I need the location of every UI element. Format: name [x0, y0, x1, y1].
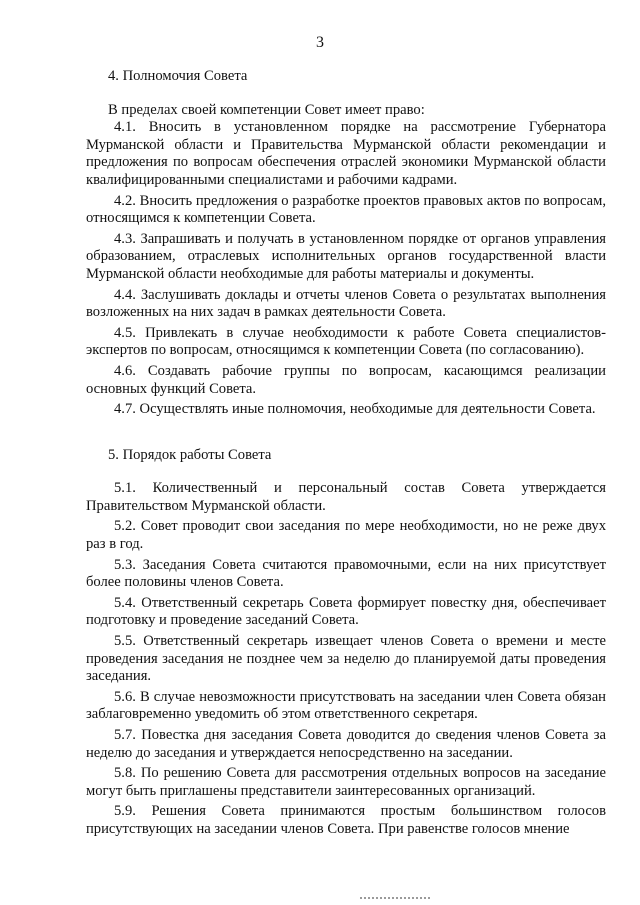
clause-5-5: 5.5. Ответственный секретарь извещает членов Совета о времени и месте проведения заседания не позднее чем за неделю до планируемой даты проведения заседания.	[86, 633, 606, 685]
clause-5-7: 5.7. Повестка дня заседания Совета доводится до сведения членов Совета за неделю до заседания и утверждается непосредственно на заседании.	[86, 727, 606, 761]
clause-5-3: 5.3. Заседания Совета считаются правомочными, если на них присутствует более половины членов Совета.	[86, 556, 606, 591]
clause-4-7: 4.7. Осуществлять иные полномочия, необходимые для деятельности Совета.	[114, 401, 596, 418]
clause-4-4: 4.4. Заслушивать доклады и отчеты членов Совета о результатах выполнения возложенных на них задач в рамках деятельности Совета.	[86, 286, 606, 321]
clause-5-2: 5.2. Совет проводит свои заседания по мере необходимости, но не реже двух раз в год.	[86, 518, 606, 553]
clause-5-1: 5.1. Количественный и персональный состав Совета утверждается Правительством Мурманской области.	[86, 480, 606, 514]
document-body	[86, 68, 606, 842]
clause-4-2: 4.2. Вносить предложения о разработке проектов правовых актов по вопросам, относящимся к компетенции Совета.	[86, 192, 606, 227]
clause-5-9: 5.9. Решения Совета принимаются простым большинством голосов присутствующих на заседании членов Совета. При равенстве голосов мнение	[86, 803, 606, 837]
clause-5-6: 5.6. В случае невозможности присутствовать на заседании член Совета обязан заблаговременно уведомить об этом ответственного секретаря.	[86, 688, 606, 723]
section-4-intro: В пределах своей компетенции Совет имеет право:	[108, 101, 425, 118]
clause-4-3: 4.3. Запрашивать и получать в установленном порядке от органов управления образованием, отраслевых исполнительных органов государственной власти Мурманской области необходимые для работы материалы и документы.	[86, 230, 606, 282]
clause-4-5: 4.5. Привлекать в случае необходимости к работе Совета специалистов-экспертов по вопросам, относящимся к компетенции Совета (по согласованию).	[86, 324, 606, 359]
page-number: 3	[316, 34, 324, 51]
section-4-title: 4. Полномочия Совета	[108, 68, 248, 84]
scan-artifact-mark	[360, 893, 430, 899]
clause-5-4: 5.4. Ответственный секретарь Совета формирует повестку дня, обеспечивает подготовку и проведение заседаний Совета.	[86, 594, 606, 629]
clause-5-8: 5.8. По решению Совета для рассмотрения отдельных вопросов на заседание могут быть приглашены представители заинтересованных организаций.	[86, 765, 606, 799]
clause-4-1: 4.1. Вносить в установленном порядке на рассмотрение Губернатора Мурманской области и Правительства Мурманской области рекомендации и предложения по вопросам обеспечения отраслей экономики Мурманской области квалифицированными специалистами и рабочими кадрами.	[86, 119, 606, 188]
clause-4-6: 4.6. Создавать рабочие группы по вопросам, касающимся реализации основных функций Совета.	[86, 362, 606, 397]
section-5-title: 5. Порядок работы Совета	[108, 446, 272, 463]
